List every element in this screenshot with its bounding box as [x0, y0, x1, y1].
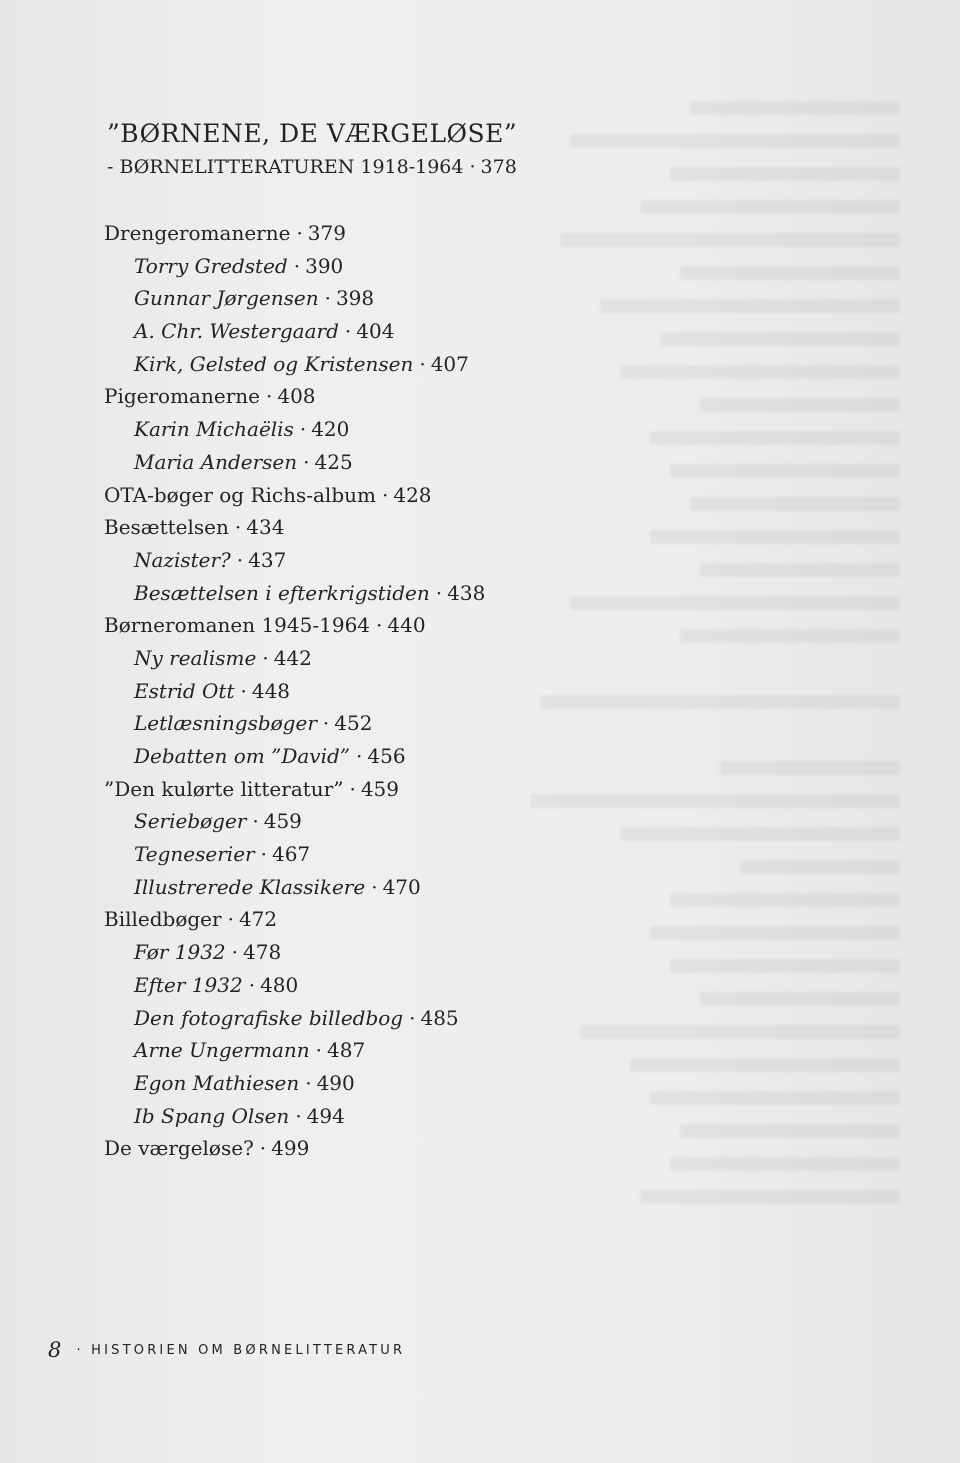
toc-entry-title: Karin Michaëlis: [134, 417, 294, 442]
toc-entry-page: 456: [367, 744, 406, 768]
toc-entry-title: Efter 1932: [134, 972, 243, 997]
toc-entry-title: Pigeromanerne: [104, 384, 260, 409]
toc-entry-title: Drengeromanerne: [104, 221, 291, 245]
toc-entry: [104, 217, 664, 250]
toc-entry: [104, 479, 664, 512]
table-of-contents: [104, 217, 664, 1165]
section-page-number: 378: [480, 156, 517, 178]
toc-entry-title: Billedbøger: [104, 907, 222, 932]
footer-separator: ·: [76, 1342, 84, 1358]
toc-entry-page: 499: [271, 1136, 310, 1161]
toc-entry-page: 442: [273, 645, 312, 670]
separator-dot: ·: [231, 940, 238, 965]
toc-entry: [104, 380, 664, 413]
toc-entry-title: OTA-bøger og Richs-album: [104, 482, 376, 507]
toc-entry-page: 490: [316, 1070, 355, 1095]
separator-dot: ·: [381, 482, 389, 507]
separator-dot: ·: [299, 417, 307, 442]
toc-entry: [104, 773, 664, 806]
toc-entry: [104, 1100, 664, 1133]
toc-entry-page: 448: [251, 678, 291, 703]
toc-entry: [104, 348, 664, 381]
toc-entry: [104, 805, 664, 838]
toc-entry-page: 494: [306, 1103, 345, 1128]
separator-dot: ·: [296, 221, 303, 245]
section-title: ”BØRNENE, DE VÆRGELØSE”: [107, 119, 518, 148]
separator-dot: ·: [409, 1005, 416, 1030]
toc-entry-page: 478: [243, 940, 282, 965]
separator-dot: ·: [371, 874, 378, 899]
toc-entry-page: 379: [307, 221, 346, 245]
toc-entry-page: 420: [311, 417, 350, 442]
toc-entry: [104, 413, 664, 446]
toc-entry-title: Tegneserier: [134, 842, 255, 867]
separator-dot: ·: [303, 449, 310, 474]
separator-dot: ·: [252, 809, 259, 834]
toc-entry-page: 407: [430, 351, 469, 376]
toc-entry: [104, 740, 664, 773]
toc-entry-title: Egon Mathiesen: [134, 1070, 300, 1095]
footer-running-title: [76, 1343, 405, 1358]
toc-entry-page: 459: [360, 776, 399, 801]
toc-entry: [104, 609, 664, 642]
toc-entry-title: Gunnar Jørgensen: [134, 286, 319, 311]
separator-dot: ·: [236, 547, 244, 572]
toc-entry-title: Arne Ungermann: [134, 1038, 310, 1063]
separator-dot: ·: [435, 580, 443, 605]
page-footer: [48, 1338, 405, 1362]
toc-entry: [104, 903, 664, 936]
toc-entry-page: 472: [238, 907, 278, 932]
separator-dot: ·: [227, 907, 234, 932]
toc-entry-page: 487: [327, 1038, 366, 1063]
toc-entry-page: 467: [271, 842, 311, 867]
toc-entry-title: A. Chr. Westergaard: [134, 319, 339, 344]
toc-entry-title: Børneromanen 1945-1964: [104, 613, 371, 638]
toc-entry-title: Før 1932: [134, 940, 226, 965]
toc-entry-title: Torry Gredsted: [134, 253, 288, 278]
toc-entry-page: 428: [393, 482, 432, 507]
toc-entry: [104, 1132, 664, 1165]
toc-entry-title: Kirk, Gelsted og Kristensen: [134, 351, 414, 376]
toc-entry-title: Den fotografiske billedbog: [134, 1005, 404, 1030]
toc-entry-title: Debatten om ”David”: [134, 744, 351, 768]
toc-entry-page: 459: [263, 809, 302, 834]
toc-entry: [104, 969, 664, 1002]
separator-dot: ·: [260, 842, 267, 867]
separator-dot: ·: [344, 319, 352, 344]
toc-entry-title: Ib Spang Olsen: [134, 1103, 290, 1128]
toc-entry-page: 390: [305, 253, 344, 278]
toc-entry-page: 437: [248, 547, 287, 572]
toc-entry: [104, 707, 664, 740]
toc-entry: [104, 936, 664, 969]
toc-entry: [104, 871, 664, 904]
toc-entry-title: Estrid Ott: [134, 678, 235, 703]
section-subtitle-text: - BØRNELITTERATUREN 1918-1964: [107, 156, 464, 178]
separator-dot: ·: [240, 678, 247, 703]
toc-entry: [104, 250, 664, 283]
toc-entry-page: 398: [335, 286, 375, 311]
toc-entry-title: Letlæsningsbøger: [134, 711, 317, 736]
toc-entry: [104, 675, 664, 708]
toc-entry-title: Besættelsen: [104, 515, 229, 540]
toc-entry-title: Illustrerede Klassikere: [134, 874, 366, 899]
toc-entry-page: 408: [277, 384, 316, 409]
section-header: [107, 118, 517, 183]
separator-dot: ·: [349, 776, 356, 801]
toc-entry-page: 425: [314, 449, 353, 474]
toc-entry: [104, 511, 664, 544]
toc-entry-title: De værgeløse?: [104, 1136, 254, 1161]
separator-dot: ·: [469, 156, 476, 178]
toc-entry-title: ”Den kulørte litteratur”: [104, 776, 344, 801]
toc-entry: [104, 642, 664, 675]
separator-dot: ·: [293, 253, 301, 278]
separator-dot: ·: [234, 515, 242, 540]
separator-dot: ·: [324, 286, 331, 311]
toc-entry-page: 485: [420, 1005, 459, 1030]
toc-entry-page: 404: [356, 319, 395, 344]
toc-entry-page: 434: [246, 515, 285, 540]
toc-entry: [104, 577, 664, 610]
toc-entry: [104, 544, 664, 577]
separator-dot: ·: [295, 1103, 302, 1128]
separator-dot: ·: [376, 613, 383, 638]
separator-dot: ·: [419, 351, 426, 376]
toc-entry: [104, 838, 664, 871]
toc-entry: [104, 315, 664, 348]
toc-entry-title: Nazister?: [134, 547, 231, 572]
toc-entry-page: 440: [387, 613, 426, 638]
toc-entry-title: Seriebøger: [134, 809, 247, 834]
footer-title-text: HISTORIEN OM BØRNELITTERATUR: [91, 1342, 406, 1358]
toc-entry: [104, 282, 664, 315]
toc-entry: [104, 1067, 664, 1100]
separator-dot: ·: [305, 1070, 312, 1095]
separator-dot: ·: [262, 645, 269, 670]
toc-entry: [104, 1034, 664, 1067]
separator-dot: ·: [315, 1038, 323, 1063]
separator-dot: ·: [356, 744, 363, 768]
toc-entry-title: Besættelsen i efterkrigstiden: [134, 580, 430, 605]
separator-dot: ·: [322, 711, 330, 736]
separator-dot: ·: [265, 384, 273, 409]
toc-entry-page: 480: [260, 972, 299, 997]
toc-entry-title: Maria Andersen: [134, 449, 298, 474]
separator-dot: ·: [248, 972, 256, 997]
footer-page-number: 8: [48, 1338, 62, 1362]
separator-dot: ·: [259, 1136, 267, 1161]
section-subtitle: [107, 151, 517, 183]
toc-entry: [104, 1002, 664, 1035]
toc-entry-page: 452: [334, 711, 373, 736]
toc-entry: [104, 446, 664, 479]
toc-entry-title: Ny realisme: [134, 645, 257, 670]
toc-entry-page: 470: [382, 874, 421, 899]
toc-entry-page: 438: [447, 580, 486, 605]
